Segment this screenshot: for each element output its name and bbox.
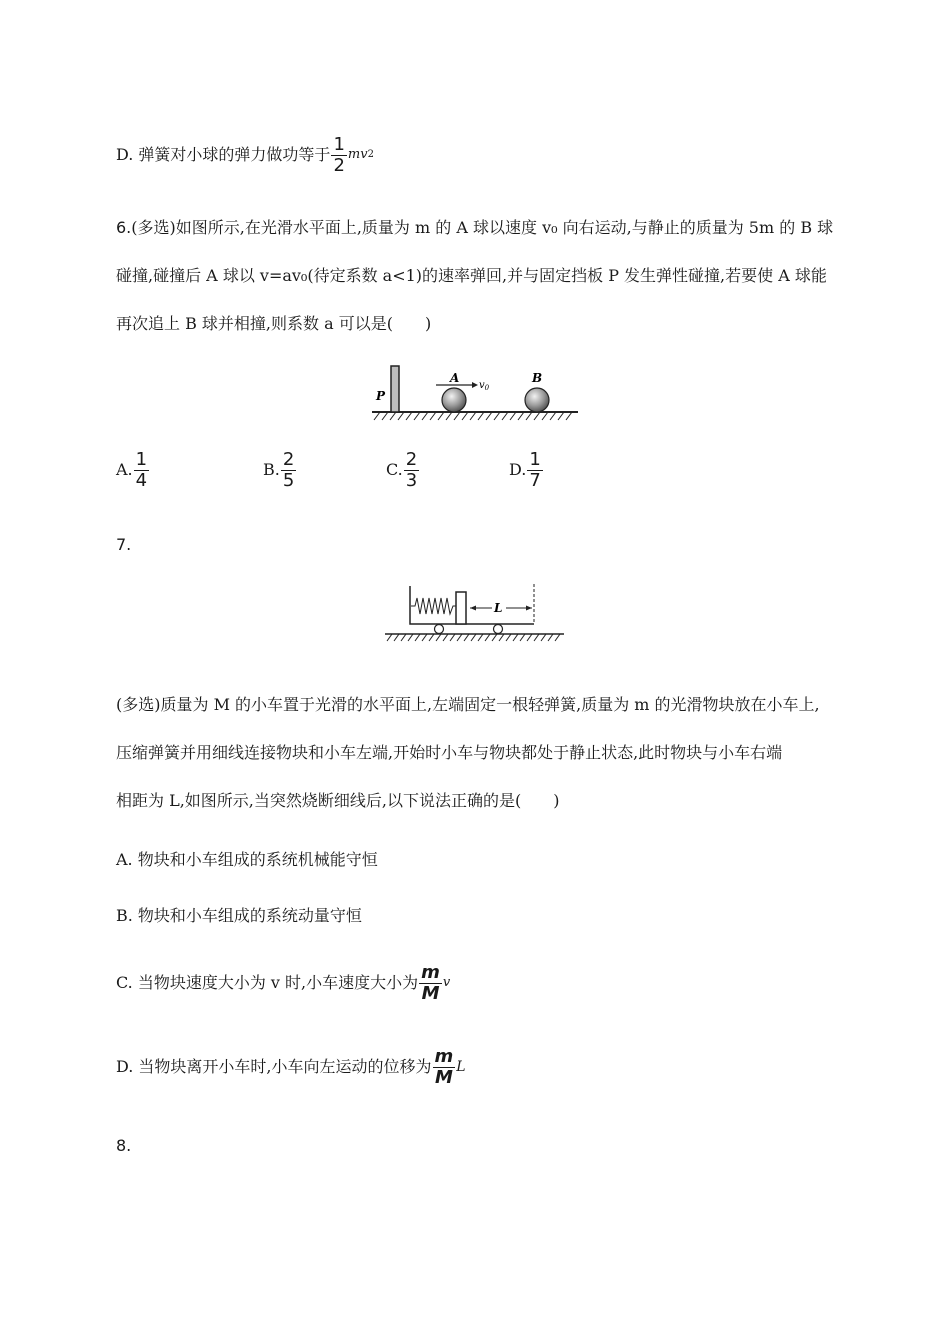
fraction-numerator: 1 (333, 133, 345, 155)
q7-line-3: 相距为 L,如图所示,当突然烧断细线后,以下说法正确的是( ) (116, 791, 560, 810)
q7-option-d (116, 1044, 466, 1090)
q7-option-c-fraction (419, 963, 442, 1004)
ball-b (525, 388, 549, 412)
q5-option-d (116, 130, 374, 180)
option-fraction (527, 450, 542, 491)
option-label: D. (509, 460, 527, 479)
fraction-numerator: m (421, 961, 440, 983)
q6-number: 6. (116, 218, 132, 237)
q6-line-1 (116, 218, 833, 238)
q7-option-d-text: D. 当物块离开小车时,小车向左运动的位移为 (116, 1057, 432, 1076)
q6-figure (368, 360, 583, 422)
fraction-denominator: 2 (333, 154, 345, 176)
q8-number: 8. (116, 1136, 132, 1155)
spring (411, 598, 456, 614)
q5-option-d-v: v (360, 147, 368, 162)
fraction-denominator: 4 (135, 469, 148, 491)
q7-option-c-suffix: v (442, 975, 451, 990)
dimension-arrow-left (470, 606, 476, 611)
option-fraction (134, 450, 149, 491)
q6-option-b (263, 448, 297, 492)
q6-option-d (509, 448, 544, 492)
cart-body (410, 586, 534, 624)
q5-option-d-m: m (347, 147, 361, 162)
fraction-numerator: 1 (529, 448, 541, 470)
q7-line-2: 压缩弹簧并用细线连接物块和小车左端,开始时小车与物块都处于静止状态,此时物块与小车右端 (116, 743, 783, 762)
q6-text-1: (多选)如图所示,在光滑水平面上,质量为 m 的 A 球以速度 v₀ 向右运动,与静止的质量为 5m 的 B 球 (131, 218, 834, 237)
q6-option-a (116, 448, 150, 492)
option-fraction (281, 450, 296, 491)
q7-option-c-text: C. 当物块速度大小为 v 时,小车速度大小为 (116, 973, 419, 992)
fraction-denominator: M (421, 982, 440, 1004)
label-p: P (376, 389, 386, 403)
fraction-denominator: 3 (405, 469, 418, 491)
fraction-denominator: 7 (529, 469, 541, 491)
q5-option-d-exponent: 2 (367, 149, 374, 160)
label-b: B (532, 371, 543, 385)
block-m (456, 592, 466, 624)
q7-option-d-suffix: L (456, 1059, 466, 1075)
label-l: L (494, 601, 503, 615)
q5-option-d-text: D. 弹簧对小球的弹力做功等于 (116, 145, 331, 164)
q7-option-b: B. 物块和小车组成的系统动量守恒 (116, 906, 362, 925)
label-v: $v_0$ (479, 380, 490, 392)
fraction-numerator: 1 (135, 448, 148, 470)
velocity-arrow-head (472, 382, 478, 388)
fraction-denominator: 5 (282, 469, 295, 491)
q7-option-a: A. 物块和小车组成的系统机械能守恒 (116, 850, 378, 869)
option-label: C. (386, 460, 403, 479)
wheel-right (494, 625, 503, 634)
fraction-numerator: 2 (282, 448, 295, 470)
barrier-p (391, 366, 399, 412)
q7-line-1: (多选)质量为 M 的小车置于光滑的水平面上,左端固定一根轻弹簧,质量为 m 的光滑物块放在小车上, (116, 695, 820, 714)
option-label: A. (116, 460, 133, 479)
option-label: B. (263, 460, 280, 479)
q6-line-2: 碰撞,碰撞后 A 球以 v=av₀(待定系数 a<1)的速率弹回,并与固定挡板 P 发生弹性碰撞,若要使 A 球能 (116, 266, 827, 285)
fraction-numerator: m (434, 1045, 454, 1067)
q7-figure (382, 582, 567, 642)
option-fraction (404, 450, 419, 491)
fraction-denominator: M (434, 1066, 453, 1088)
ground-hatching (374, 412, 572, 420)
fraction-numerator: 2 (405, 448, 418, 470)
ground-hatching (387, 634, 560, 641)
q6-option-c (386, 448, 420, 492)
q5-option-d-fraction (331, 135, 346, 176)
q7-option-c (116, 960, 450, 1006)
ball-a (442, 388, 466, 412)
dimension-arrow-right (526, 606, 532, 611)
label-a: A (450, 371, 460, 385)
q6-line-3: 再次追上 B 球并相撞,则系数 a 可以是( ) (116, 314, 432, 333)
q7-option-d-fraction (433, 1047, 456, 1088)
q7-number: 7. (116, 535, 132, 554)
wheel-left (435, 625, 444, 634)
